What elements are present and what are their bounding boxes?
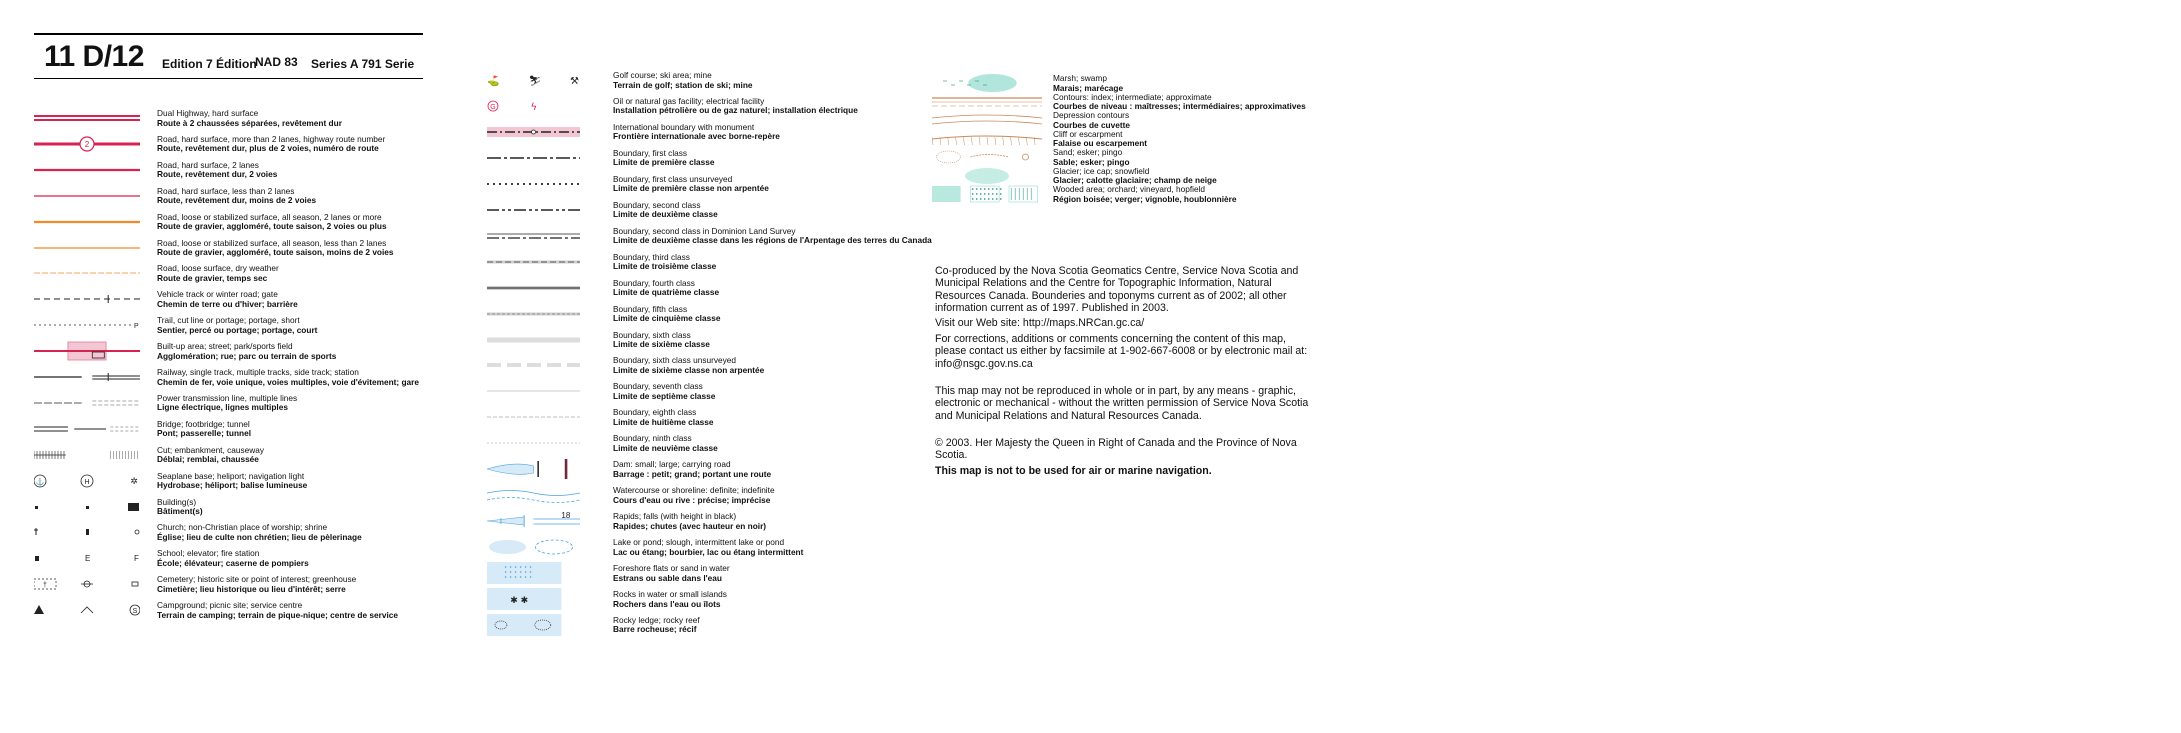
legend-item-english: Church; non-Christian place of worship; shrine	[157, 522, 328, 533]
legend-item-english: Boundary, third class	[613, 251, 690, 262]
legend-item-french: Limite de deuxième classe	[613, 209, 718, 220]
legend-item-text	[157, 601, 398, 620]
legend-item-english: Boundary, first class	[613, 147, 688, 158]
legend-item-english: Trail, cut line or portage; portage, short	[157, 315, 300, 326]
legend-item-text	[613, 590, 727, 609]
legend-item-text	[157, 498, 203, 517]
svg-text:✲: ✲	[130, 476, 138, 487]
legend-item-french: Courbes de cuvette	[1053, 119, 1130, 130]
legend-item-english: Boundary, seventh class	[613, 381, 703, 392]
legend-item-text	[157, 394, 297, 413]
legend-item-text	[613, 201, 718, 220]
legend-item-boundary-8	[487, 406, 953, 430]
legend-item-boundary-6	[487, 329, 953, 353]
legend-item-international-boundary	[487, 121, 953, 145]
legend-item-dual-highway	[34, 107, 497, 131]
legend-item-english: Marsh; swamp	[1053, 73, 1107, 83]
legend-item-english: Road, loose or stabilized surface, all season, less than 2 lanes	[157, 237, 387, 248]
legend-item-text	[157, 290, 298, 309]
legend-item-buildings	[34, 496, 497, 520]
legend-item-english: Cut; embankment, causeway	[157, 444, 264, 455]
legend-item-text	[157, 135, 385, 154]
legend-item-french: Limite de quatrième classe	[613, 287, 720, 298]
legend-item-text	[613, 460, 771, 479]
railway-symbol-icon	[34, 366, 140, 388]
legend-item-oil-gas	[487, 95, 953, 119]
legend-item-french: Route à 2 chaussées séparées, revêtement dur	[157, 117, 342, 128]
legend-item-text	[613, 356, 764, 375]
website-note: Visit our Web site: http://maps.NRCan.gc.ca/	[935, 317, 1145, 329]
legend-item-dam	[487, 458, 953, 482]
legend-item-english: Building(s)	[157, 496, 197, 507]
legend-item-boundary-5	[487, 303, 953, 327]
svg-text:E: E	[85, 554, 91, 564]
school-symbol-icon	[34, 547, 140, 569]
legend-item-english: Glacier; ice cap; snowfield	[1053, 165, 1150, 176]
legend-item-railway	[34, 366, 497, 390]
legend-item-french: Cours d'eau ou rive : précise; imprécise	[613, 494, 771, 505]
datum-label: NAD 83	[255, 55, 298, 69]
legend-item-french: Route de gravier, aggloméré, toute saison, moins de 2 voies	[157, 247, 394, 257]
legend-item-cemetery	[34, 573, 497, 597]
legend-item-french: Déblai; remblai, chaussée	[157, 454, 259, 465]
wooded-area-symbol-icon	[932, 183, 1042, 205]
legend-item-text	[613, 253, 716, 272]
road-2-lanes-symbol-icon	[34, 159, 140, 181]
legend-item-text	[613, 331, 710, 350]
road-less-2-lanes-symbol-icon	[34, 185, 140, 207]
legend-item-foreshore	[487, 562, 953, 586]
legend-item-french: Agglomération; rue; parc ou terrain de sports	[157, 350, 337, 361]
rocks-symbol-icon	[487, 588, 580, 610]
legend-item-french: Limite de troisième classe	[613, 261, 717, 272]
rocky-ledge-symbol-icon	[487, 614, 580, 636]
boundary-2-dls-symbol-icon	[487, 225, 580, 247]
legend-item-french: Rochers dans l'eau ou îlots	[613, 598, 721, 609]
legend-item-text	[613, 486, 775, 505]
international-boundary-symbol-icon	[487, 121, 580, 143]
legend-item-english: Wooded area; orchard; vineyard, hopfield	[1053, 184, 1206, 194]
legend-item-church	[34, 521, 497, 545]
legend-item-french: Barrage : petit; grand; portant une route	[613, 468, 772, 479]
legend-item-french: Route de gravier, aggloméré, toute saison, 2 voies ou plus	[157, 221, 387, 232]
legend-item-text	[613, 123, 780, 142]
legend-item-text	[157, 472, 307, 491]
legend-item-boundary-1	[487, 147, 953, 171]
legend-item-english: Boundary, ninth class	[613, 433, 692, 444]
legend-item-english: Road, hard surface, less than 2 lanes	[157, 185, 295, 196]
legend-item-french: Limite de première classe non arpentée	[613, 183, 769, 194]
legend-item-text	[157, 187, 316, 206]
legend-item-english: International boundary with monument	[613, 121, 755, 132]
legend-item-french: Sentier, percé ou portage; portage, court	[157, 324, 318, 335]
legend-item-french: Limite de neuvième classe	[613, 442, 718, 453]
legend-item-road-highway-number	[34, 133, 497, 157]
vehicle-track-symbol-icon	[34, 288, 140, 310]
legend-item-text	[613, 279, 719, 298]
legend-item-text	[157, 316, 317, 335]
gravel-road-2-lanes-symbol-icon	[34, 211, 140, 233]
legend-item-text	[613, 175, 769, 194]
legend-item-text	[157, 575, 356, 594]
legend-item-text	[613, 408, 714, 427]
legend-item-french: Chemin de terre ou d'hiver; barrière	[157, 298, 298, 309]
legend-item-english: Campground; picnic site; service centre	[157, 600, 303, 611]
legend-item-french: Région boisée; verger; vignoble, houblonnière	[1053, 193, 1237, 204]
legend-item-english: Boundary, sixth class	[613, 329, 691, 340]
legend-item-english: Boundary, first class unsurveyed	[613, 173, 733, 184]
legend-item-french: Glacier; calotte glaciaire; champ de neige	[1053, 175, 1217, 185]
legend-item-text	[613, 97, 858, 116]
legend-item-boundary-4	[487, 277, 953, 301]
legend-item-french: Bâtiment(s)	[157, 506, 203, 516]
legend-item-power-line	[34, 392, 497, 416]
foreshore-symbol-icon	[487, 562, 580, 584]
svg-text:2: 2	[84, 139, 90, 149]
crown-copyright: © 2003. Her Majesty the Queen in Right of Canada and the Province of Nova Scotia.	[935, 437, 1297, 462]
reproduction-note: This map may not be reproduced in whole or in part, by any means - graphic, electronic or mechanical - without the written permission of Service Nova Scotia and Municipal Relations and Natural Resources Canada.	[935, 385, 1309, 422]
legend-item-english: Road, hard surface, more than 2 lanes, highway route number	[157, 133, 386, 144]
legend-item-english: Depression contours	[1053, 110, 1130, 120]
legend-item-watercourse	[487, 484, 953, 508]
legend-item-text	[613, 434, 718, 453]
legend-item-english: School; elevator; fire station	[157, 548, 260, 559]
svg-text:F: F	[134, 554, 139, 564]
legend-item-french: Pont; passerelle; tunnel	[157, 428, 252, 439]
legend-item-french: Terrain de camping; terrain de pique-nique; centre de service	[157, 609, 398, 620]
legend-item-english: Road, loose or stabilized surface, all season, 2 lanes or more	[157, 211, 382, 222]
legend-item-french: Limite de septième classe	[613, 390, 716, 401]
legend-item-english: Boundary, second class in Dominion Land Survey	[613, 225, 796, 236]
legend-item-english: Sand; esker; pingo	[1053, 147, 1123, 157]
legend-item-english: Rapids; falls (with height in black)	[613, 511, 737, 522]
svg-text:H: H	[84, 478, 90, 486]
boundary-6-symbol-icon	[487, 329, 580, 351]
svg-text:⛳: ⛳	[487, 76, 500, 87]
legend-item-text	[157, 368, 419, 387]
legend-item-text	[157, 239, 394, 258]
legend-item-french: Limite de deuxième classe dans les régions de l'Arpentage des terres du Canada	[613, 235, 932, 246]
series-label: Series A 791 Serie	[311, 57, 415, 71]
legend-item-golf-ski-mine	[487, 69, 953, 93]
legend-item-text	[157, 342, 336, 361]
legend-item-built-up-area	[34, 340, 497, 364]
legend-item-english: Oil or natural gas facility; electrical facility	[613, 95, 765, 106]
legend-item-lake	[487, 536, 953, 560]
legend-item-text	[157, 109, 342, 128]
legend-item-english: Power transmission line, multiple lines	[157, 392, 298, 403]
legend-item-french: Falaise ou escarpement	[1053, 138, 1148, 148]
legend-item-english: Boundary, eighth class	[613, 407, 697, 418]
trail-symbol-icon	[34, 314, 140, 336]
legend-item-text	[613, 71, 753, 90]
legend-item-text	[157, 264, 279, 283]
legend-item-french: Cimetière; lieu historique ou lieu d'intérêt; serre	[157, 583, 346, 594]
boundary-1-unsurveyed-symbol-icon	[487, 173, 580, 195]
boundary-7-symbol-icon	[487, 380, 580, 402]
legend-item-boundary-2	[487, 199, 953, 223]
legend-item-text	[613, 305, 720, 324]
legend-item-french: Estrans ou sable dans l'eau	[613, 572, 722, 583]
legend-item-gravel-road-less-2-lanes	[34, 237, 497, 261]
legend-item-english: Bridge; footbridge; tunnel	[157, 418, 250, 429]
legend-item-wooded-area	[932, 183, 1393, 207]
legend-item-rocks	[487, 588, 953, 612]
legend-item-french: Hydrobase; héliport; balise lumineuse	[157, 480, 308, 491]
legend-item-french: Limite de huitième classe	[613, 416, 714, 427]
legend-item-rapids	[487, 510, 953, 534]
legend-item-english: Contours: index; intermediate; approximate	[1053, 91, 1212, 102]
legend-item-english: Golf course; ski area; mine	[613, 70, 712, 80]
boundary-6-unsurveyed-symbol-icon	[487, 354, 580, 376]
seaplane-heliport-symbol-icon	[34, 470, 140, 492]
legend-item-vehicle-track	[34, 288, 497, 312]
legend-item-boundary-3	[487, 251, 953, 275]
rapids-symbol-icon	[487, 510, 580, 532]
legend-item-text	[157, 523, 362, 542]
legend-item-rocky-ledge	[487, 614, 953, 638]
legend-item-english: Dual Highway, hard surface	[157, 108, 259, 118]
legend-item-english: Road, hard surface, 2 lanes	[157, 159, 259, 170]
legend-item-french: Marais; marécage	[1053, 82, 1124, 93]
legend-item-french: Limite de sixième classe	[613, 339, 710, 349]
legend-item-boundary-7	[487, 380, 953, 404]
oil-gas-symbol-icon	[487, 95, 580, 117]
svg-text:✱ ✱: ✱ ✱	[510, 596, 529, 606]
legend-item-text	[613, 538, 803, 557]
legend-item-english: Cliff or escarpment	[1053, 128, 1123, 139]
svg-text:18: 18	[561, 511, 571, 521]
legend-item-text	[613, 149, 714, 168]
buildings-symbol-icon	[34, 496, 140, 518]
legend-item-english: Boundary, second class	[613, 199, 701, 210]
legend-item-english: Watercourse or shoreline: definite; indefinite	[613, 485, 775, 496]
legend-item-road-less-2-lanes	[34, 185, 497, 209]
dry-weather-road-symbol-icon	[34, 262, 140, 284]
golf-ski-mine-symbol-icon	[487, 69, 580, 91]
boundary-8-symbol-icon	[487, 406, 580, 428]
legend-item-french: Terrain de golf; station de ski; mine	[613, 79, 753, 90]
church-symbol-icon	[34, 521, 140, 543]
sheet-number: 11 D/12	[44, 40, 144, 73]
boundary-9-symbol-icon	[487, 432, 580, 454]
legend-item-text	[613, 382, 715, 401]
boundary-5-symbol-icon	[487, 303, 580, 325]
legend-item-text	[157, 161, 277, 180]
svg-text:G: G	[490, 103, 496, 111]
legend-item-english: Cemetery; historic site or point of interest; greenhouse	[157, 574, 357, 585]
svg-text:ϟ: ϟ	[530, 101, 538, 113]
legend-item-boundary-2-dls	[487, 225, 953, 249]
legend-item-french: Sable; esker; pingo	[1053, 156, 1130, 167]
watercourse-symbol-icon	[487, 484, 580, 506]
cemetery-symbol-icon	[34, 573, 140, 595]
legend-item-text	[157, 420, 251, 439]
legend-item-english: Road, loose surface, dry weather	[157, 263, 279, 274]
legend-item-text	[613, 616, 700, 635]
legend-item-french: Ligne électrique, lignes multiples	[157, 402, 288, 413]
legend-item-seaplane-heliport	[34, 470, 497, 494]
legend-item-french: Installation pétrolière ou de gaz naturel; installation électrique	[613, 105, 858, 116]
power-line-symbol-icon	[34, 392, 140, 414]
legend-item-english: Dam: small; large; carrying road	[613, 459, 731, 470]
legend-item-text	[157, 446, 264, 465]
legend-item-english: Vehicle track or winter road; gate	[157, 289, 278, 300]
svg-text:⛷: ⛷	[528, 76, 542, 87]
corrections-note: For corrections, additions or comments concerning the content of this map, please contact us either by facsimile at 1-902-667-6008 or by electronic mail at: info@nsgc.gov.ns.ca	[935, 333, 1308, 370]
legend-item-french: Courbes de niveau : maîtresses; intermédiaires; approximatives	[1053, 101, 1306, 111]
legend-item-english: Boundary, sixth class unsurveyed	[613, 355, 736, 366]
bridge-symbol-icon	[34, 418, 140, 440]
legend-item-english: Railway, single track, multiple tracks, side track; station	[157, 367, 359, 377]
legend-item-french: Rapides; chutes (avec hauteur en noir)	[613, 520, 767, 531]
legend-item-french: Chemin de fer, voie unique, voies multiples, voie d'évitement; gare	[157, 376, 420, 387]
legend-item-french: Limite de cinquième classe	[613, 313, 721, 324]
built-up-area-symbol-icon	[34, 340, 140, 362]
legend-item-french: Barre rocheuse; récif	[613, 624, 697, 635]
navigation-warning: This map is not to be used for air or marine navigation.	[935, 465, 1212, 477]
svg-text:⚒: ⚒	[570, 76, 579, 87]
legend-item-french: Route, revêtement dur, 2 voies	[157, 169, 278, 180]
legend-item-english: Seaplane base; heliport; navigation light	[157, 470, 305, 481]
legend-item-text	[613, 227, 932, 246]
header-rule-bottom	[34, 78, 423, 79]
legend-item-bridge	[34, 418, 497, 442]
campground-symbol-icon	[34, 599, 140, 621]
boundary-2-symbol-icon	[487, 199, 580, 221]
legend-item-text	[613, 512, 766, 531]
legend-item-cut-embankment	[34, 444, 497, 468]
svg-text:⚓: ⚓	[35, 478, 45, 486]
legend-item-french: Lac ou étang; bourbier, lac ou étang intermittent	[613, 546, 804, 557]
cut-embankment-symbol-icon	[34, 444, 140, 466]
svg-text:P: P	[134, 323, 139, 331]
legend-item-french: Route de gravier, temps sec	[157, 272, 268, 283]
legend-item-text	[157, 549, 309, 568]
legend-item-trail	[34, 314, 497, 338]
legend-item-english: Boundary, fifth class	[613, 303, 688, 314]
lake-symbol-icon	[487, 536, 580, 558]
dual-highway-symbol-icon	[34, 107, 140, 129]
legend-item-french: Église; lieu de culte non chrétien; lieu de pèlerinage	[157, 531, 362, 542]
legend-item-english: Rocks in water or small islands	[613, 589, 727, 599]
legend-item-campground	[34, 599, 497, 623]
dam-symbol-icon	[487, 458, 580, 480]
legend-item-text	[157, 213, 387, 232]
boundary-1-symbol-icon	[487, 147, 580, 169]
svg-text:†: †	[43, 582, 47, 590]
legend-item-french: Limite de première classe	[613, 157, 715, 168]
legend-item-english: Rocky ledge; rocky reef	[613, 614, 700, 625]
road-highway-number-symbol-icon	[34, 133, 140, 155]
legend-item-road-2-lanes	[34, 159, 497, 183]
legend-item-french: École; élévateur; caserne de pompiers	[157, 557, 309, 568]
legend-item-gravel-road-2-lanes	[34, 211, 497, 235]
legend-item-english: Built-up area; street; park/sports field	[157, 341, 293, 352]
legend-item-boundary-1-unsurveyed	[487, 173, 953, 197]
legend-item-school	[34, 547, 497, 571]
legend-item-french: Route, revêtement dur, moins de 2 voies	[157, 195, 317, 206]
header-rule-top	[34, 33, 423, 35]
legend-item-english: Boundary, fourth class	[613, 277, 695, 288]
legend-item-french: Route, revêtement dur, plus de 2 voies, numéro de route	[157, 143, 379, 154]
legend-item-french: Limite de sixième classe non arpentée	[613, 364, 765, 375]
legend-item-english: Foreshore flats or sand in water	[613, 563, 730, 574]
gravel-road-less-2-lanes-symbol-icon	[34, 237, 140, 259]
legend-item-boundary-9	[487, 432, 953, 456]
legend-item-english: Lake or pond; slough, intermittent lake or pond	[613, 537, 785, 548]
coproduced-note: Co-produced by the Nova Scotia Geomatics Centre, Service Nova Scotia and Municipal Relations and the Centre for Topographic Information, Natural Resources Canada. Bounderies and toponyms current as of 2002; all other information current as of 1997. Published in 2003.	[935, 265, 1299, 315]
edition-label: Edition 7 Édition	[162, 57, 257, 71]
legend-item-text	[1053, 185, 1236, 204]
legend-item-text	[613, 564, 730, 583]
legend-item-dry-weather-road	[34, 262, 497, 286]
legend-item-boundary-6-unsurveyed	[487, 354, 953, 378]
legend-item-french: Frontière internationale avec borne-repère	[613, 131, 780, 142]
boundary-3-symbol-icon	[487, 251, 580, 273]
svg-text:S: S	[132, 608, 138, 616]
boundary-4-symbol-icon	[487, 277, 580, 299]
